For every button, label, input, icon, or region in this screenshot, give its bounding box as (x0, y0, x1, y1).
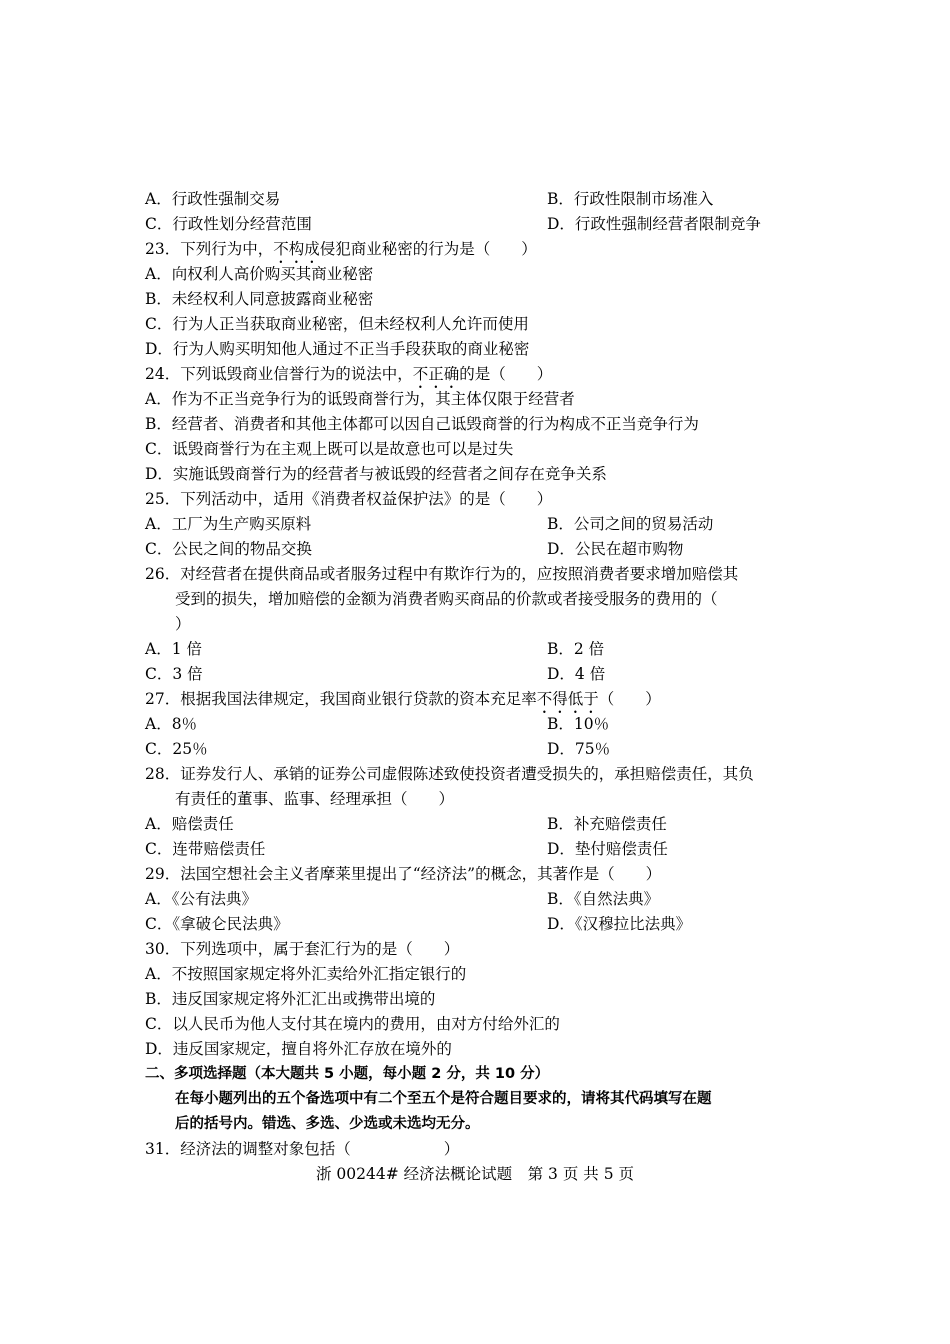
q31-stem: 31．经济法的调整对象包括（ ） (145, 1140, 460, 1158)
page-footer: 浙 00244# 经济法概论试题 第 3 页 共 5 页 (315, 1165, 634, 1183)
q22-options-row-1 (145, 187, 810, 212)
q22-option-a: A．行政性强制交易 (145, 190, 281, 208)
q30-option-b: B．违反国家规定将外汇汇出或携带出境的 (145, 990, 436, 1008)
q29-stem: 29．法国空想社会主义者摩莱里提出了“经济法”的概念，其著作是（ ） (145, 865, 662, 883)
q26-option-d: D．4 倍 (547, 665, 606, 683)
q26-option-b: B．2 倍 (547, 640, 605, 658)
q26-option-a: A．1 倍 (145, 640, 202, 658)
q26-options-row-1 (145, 637, 810, 662)
q24-option-a: A．作为不正当竞争行为的诋毁商誉行为，其主体仅限于经营者 (145, 390, 575, 408)
q23-option-c: C．行为人正当获取商业秘密，但未经权利人允许而使用 (145, 315, 529, 333)
q27-options-row-2 (145, 737, 810, 762)
q25-option-c: C．公民之间的物品交换 (145, 540, 312, 558)
q26-options-row-2 (145, 662, 810, 687)
q26-stem-line-2: 受到的损失，增加赔偿的金额为消费者购买商品的价款或者接受服务的费用的（ (175, 590, 718, 608)
section-2-instructions-line-1: 在每小题列出的五个备选项中有二个至五个是符合题目要求的，请将其代码填写在题 (175, 1091, 712, 1107)
q30-option-a: A．不按照国家规定将外汇卖给外汇指定银行的 (145, 965, 467, 983)
q29-option-a: A．《公有法典》 (145, 890, 257, 908)
q30-stem: 30．下列选项中，属于套汇行为的是（ ） (145, 940, 460, 958)
q23-stem: 23．下列行为中，不构成侵犯商业秘密的行为是（ ） (145, 240, 537, 258)
q22-option-c: C．行政性划分经营范围 (145, 215, 312, 233)
q29-option-d: D．《汉穆拉比法典》 (547, 915, 692, 933)
section-2-title: 二、多项选择题（本大题共 5 小题，每小题 2 分，共 10 分） (145, 1066, 550, 1082)
q25-option-a: A．工厂为生产购买原料 (145, 515, 312, 533)
q28-stem-line-2: 有责任的董事、监事、经理承担（ ） (175, 790, 455, 808)
q28-option-c: C．连带赔偿责任 (145, 840, 266, 858)
q28-option-d: D．垫付赔偿责任 (547, 840, 668, 858)
q24-stem: 24．下列诋毁商业信誉行为的说法中，不正确的是（ ） (145, 365, 553, 383)
q23-emphasis: 不构成 (273, 240, 320, 258)
q29-option-c: C．《拿破仑民法典》 (145, 915, 289, 933)
q27-emphasis: 不得低于 (536, 690, 599, 708)
q27-stem: 27．根据我国法律规定，我国商业银行贷款的资本充足率不得低于（ ） (145, 690, 661, 708)
q25-option-d: D．公民在超市购物 (547, 540, 684, 558)
q28-stem-line-1: 28．证券发行人、承销的证券公司虚假陈述致使投资者遭受损失的，承担赔偿责任，其负 (145, 765, 754, 783)
q28-options-row-1 (145, 812, 810, 837)
q22-options-row-2 (145, 212, 810, 237)
q28-option-b: B．补充赔偿责任 (547, 815, 667, 833)
q25-option-b: B．公司之间的贸易活动 (547, 515, 714, 533)
q24-option-d: D．实施诋毁商誉行为的经营者与被诋毁的经营者之间存在竞争关系 (145, 465, 607, 483)
q24-emphasis: 不正确 (412, 365, 460, 383)
q29-options-row-1 (145, 887, 810, 912)
q27-option-d: D．75％ (547, 740, 611, 758)
q24-option-b: B．经营者、消费者和其他主体都可以因自己诋毁商誉的行为构成不正当竞争行为 (145, 415, 699, 433)
q30-option-c: C．以人民币为他人支付其在境内的费用，由对方付给外汇的 (145, 1015, 560, 1033)
q22-option-d: D．行政性强制经营者限制竞争 (547, 215, 761, 233)
q22-option-b: B．行政性限制市场准入 (547, 190, 714, 208)
q26-stem-line-3: ） (175, 615, 191, 633)
q28-option-a: A．赔偿责任 (145, 815, 234, 833)
q24-option-c: C．诋毁商誉行为在主观上既可以是故意也可以是过失 (145, 440, 514, 458)
section-2-instructions-line-2: 后的括号内。错选、多选、少选或未选均无分。 (175, 1116, 480, 1132)
q27-option-c: C．25％ (145, 740, 208, 758)
q29-option-b: B．《自然法典》 (547, 890, 660, 908)
q25-options-row-1 (145, 512, 810, 537)
q23-option-d: D．行为人购买明知他人通过不正当手段获取的商业秘密 (145, 340, 530, 358)
q23-option-b: B．未经权利人同意披露商业秘密 (145, 290, 374, 308)
q27-option-b: B．10％ (547, 715, 610, 733)
q30-option-d: D．违反国家规定，擅自将外汇存放在境外的 (145, 1040, 452, 1058)
q27-option-a: A．8％ (145, 715, 198, 733)
q27-options-row-1 (145, 712, 810, 737)
question-content (145, 187, 810, 1162)
q25-stem: 25．下列活动中，适用《消费者权益保护法》的是（ ） (145, 490, 553, 508)
q23-option-a: A．向权利人高价购买其商业秘密 (145, 265, 374, 283)
q25-options-row-2 (145, 537, 810, 562)
q26-stem-line-1: 26．对经营者在提供商品或者服务过程中有欺诈行为的，应按照消费者要求增加赔偿其 (145, 565, 739, 583)
q29-options-row-2 (145, 912, 810, 937)
q28-options-row-2 (145, 837, 810, 862)
q26-option-c: C．3 倍 (145, 665, 203, 683)
